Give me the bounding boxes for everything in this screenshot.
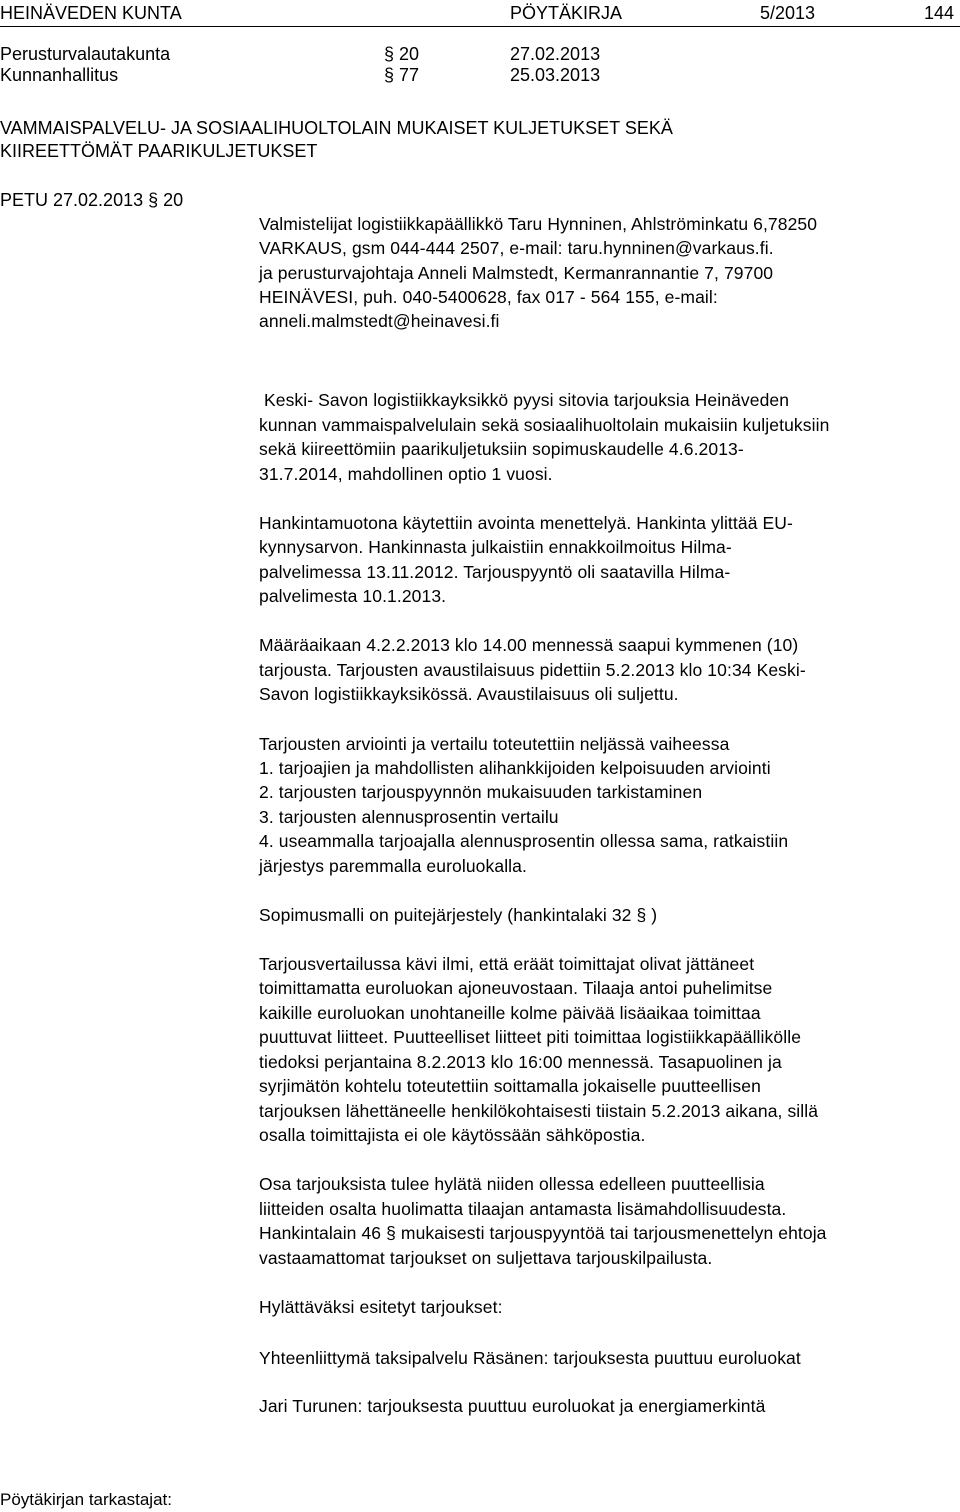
body-line: tarjousta. Tarjousten avaustilaisuus pidettiin 5.2.2013 klo 10:34 Keski-: [259, 660, 806, 680]
meeting-section: § 20: [384, 44, 420, 64]
title-line: VAMMAISPALVELU- JA SOSIAALIHUOLTOLAIN MUKAISET KULJETUKSET SEKÄ: [0, 118, 673, 138]
municipality-name: HEINÄVEDEN KUNTA: [0, 3, 182, 23]
body-line: puuttuvat liitteet. Puutteelliset liitteet piti toimittaa logistiikkapäällikölle: [259, 1027, 802, 1047]
preparers-line: Valmistelijat logistiikkapäällikkö Taru Hynninen, Ahlströminkatu 6,78250: [259, 214, 818, 234]
preparers-line: ja perusturvajohtaja Anneli Malmstedt, Kermanrannantie 7, 79700: [259, 263, 774, 283]
document-type: PÖYTÄKIRJA: [510, 3, 623, 23]
body-line: 31.7.2014, mahdollinen optio 1 vuosi.: [259, 464, 553, 484]
title-line: KIIREETTÖMÄT PAARIKULJETUKSET: [0, 141, 318, 161]
body-line: kaikille euroluokan unohtaneille kolme päivää lisäaikaa toimittaa: [259, 1003, 761, 1023]
body-line: Hankintalain 46 § mukaisesti tarjouspyyntöä tai tarjousmenettelyn ehtoja: [259, 1223, 827, 1243]
body-line: Sopimusmalli on puitejärjestely (hankintalaki 32 § ): [259, 905, 658, 925]
body-line: järjestys paremmalla euroluokalla.: [259, 856, 527, 876]
meeting-section: § 77: [384, 65, 420, 85]
body-line: 4. useammalla tarjoajalla alennusprosentin ollessa sama, ratkaistiin: [259, 831, 789, 851]
body-line: kynnysarvon. Hankinnasta julkaistiin ennakkoilmoitus Hilma-: [259, 537, 732, 557]
body-line: liitteiden osalta huolimatta tilaajan antamasta lisämahdollisuudesta.: [259, 1199, 787, 1219]
body-line: Savon logistiikkayksikössä. Avaustilaisuus oli suljettu.: [259, 684, 679, 704]
preparers-line: HEINÄVESI, puh. 040-5400628, fax 017 - 564 155, e-mail:: [259, 287, 718, 307]
body-line: Keski- Savon logistiikkayksikkö pyysi sitovia tarjouksia Heinäveden: [259, 390, 790, 410]
issue-number: 5/2013: [760, 3, 816, 23]
footer-label: Pöytäkirjan tarkastajat:: [0, 1490, 172, 1509]
body-line: syrjimätön kohtelu toteutettiin soittamalla jokaiselle puutteellisen: [259, 1076, 761, 1096]
body-line: Tarjousvertailussa kävi ilmi, että eräät toimittajat olivat jättäneet: [259, 954, 755, 974]
body-line: palvelimessa 13.11.2012. Tarjouspyyntö oli saatavilla Hilma-: [259, 562, 731, 582]
header-rule: [0, 26, 960, 27]
body-line: Määräaikaan 4.2.2.2013 klo 14.00 mennessä saapui kymmenen (10): [259, 635, 799, 655]
body-line: toimittamatta euroluokan ajoneuvostaan. Tilaaja antoi puhelimitse: [259, 978, 773, 998]
meeting-body: Perusturvalautakunta: [0, 44, 171, 64]
body-line: Osa tarjouksista tulee hylätä niiden ollessa edelleen puutteellisia: [259, 1174, 765, 1194]
body-line: tiedoksi perjantaina 8.2.2013 klo 16:00 mennessä. Tasapuolinen ja: [259, 1052, 782, 1072]
body-line: Jari Turunen: tarjouksesta puuttuu euroluokat ja energiamerkintä: [259, 1396, 766, 1416]
meeting-date: 25.03.2013: [510, 65, 601, 85]
meeting-body: Kunnanhallitus: [0, 65, 119, 85]
body-line: Tarjousten arviointi ja vertailu toteutettiin neljässä vaiheessa: [259, 734, 730, 754]
body-line: 2. tarjousten tarjouspyynnön mukaisuuden tarkistaminen: [259, 782, 703, 802]
body-line: kunnan vammaispalvelulain sekä sosiaalihuoltolain mukaisiin kuljetuksiin: [259, 415, 830, 435]
preparers-line: anneli.malmstedt@heinavesi.fi: [259, 311, 500, 331]
body-line: palvelimesta 10.1.2013.: [259, 586, 447, 606]
body-line: sekä kiireettömiin paarikuljetuksiin sopimuskaudelle 4.6.2013-: [259, 439, 744, 459]
meeting-date: 27.02.2013: [510, 44, 601, 64]
section-reference: PETU 27.02.2013 § 20: [0, 190, 184, 210]
body-line: vastaamattomat tarjoukset on suljettava tarjouskilpailusta.: [259, 1248, 713, 1268]
body-line: 1. tarjoajien ja mahdollisten alihankkijoiden kelpoisuuden arviointi: [259, 758, 771, 778]
body-line: Yhteenliittymä taksipalvelu Räsänen: tarjouksesta puuttuu euroluokat: [259, 1348, 801, 1368]
body-line: Hylättäväksi esitetyt tarjoukset:: [259, 1297, 503, 1317]
body-line: tarjouksen lähettäneelle henkilökohtaisesti tiistain 5.2.2013 aikana, sillä: [259, 1101, 819, 1121]
preparers-line: VARKAUS, gsm 044-444 2507, e-mail: taru.hynninen@varkaus.fi.: [259, 238, 774, 258]
page-number: 144: [924, 3, 955, 23]
body-line: 3. tarjousten alennusprosentin vertailu: [259, 807, 559, 827]
body-line: Hankintamuotona käytettiin avointa menettelyä. Hankinta ylittää EU-: [259, 513, 793, 533]
body-line: osalla toimittajista ei ole käytössään sähköpostia.: [259, 1125, 646, 1145]
